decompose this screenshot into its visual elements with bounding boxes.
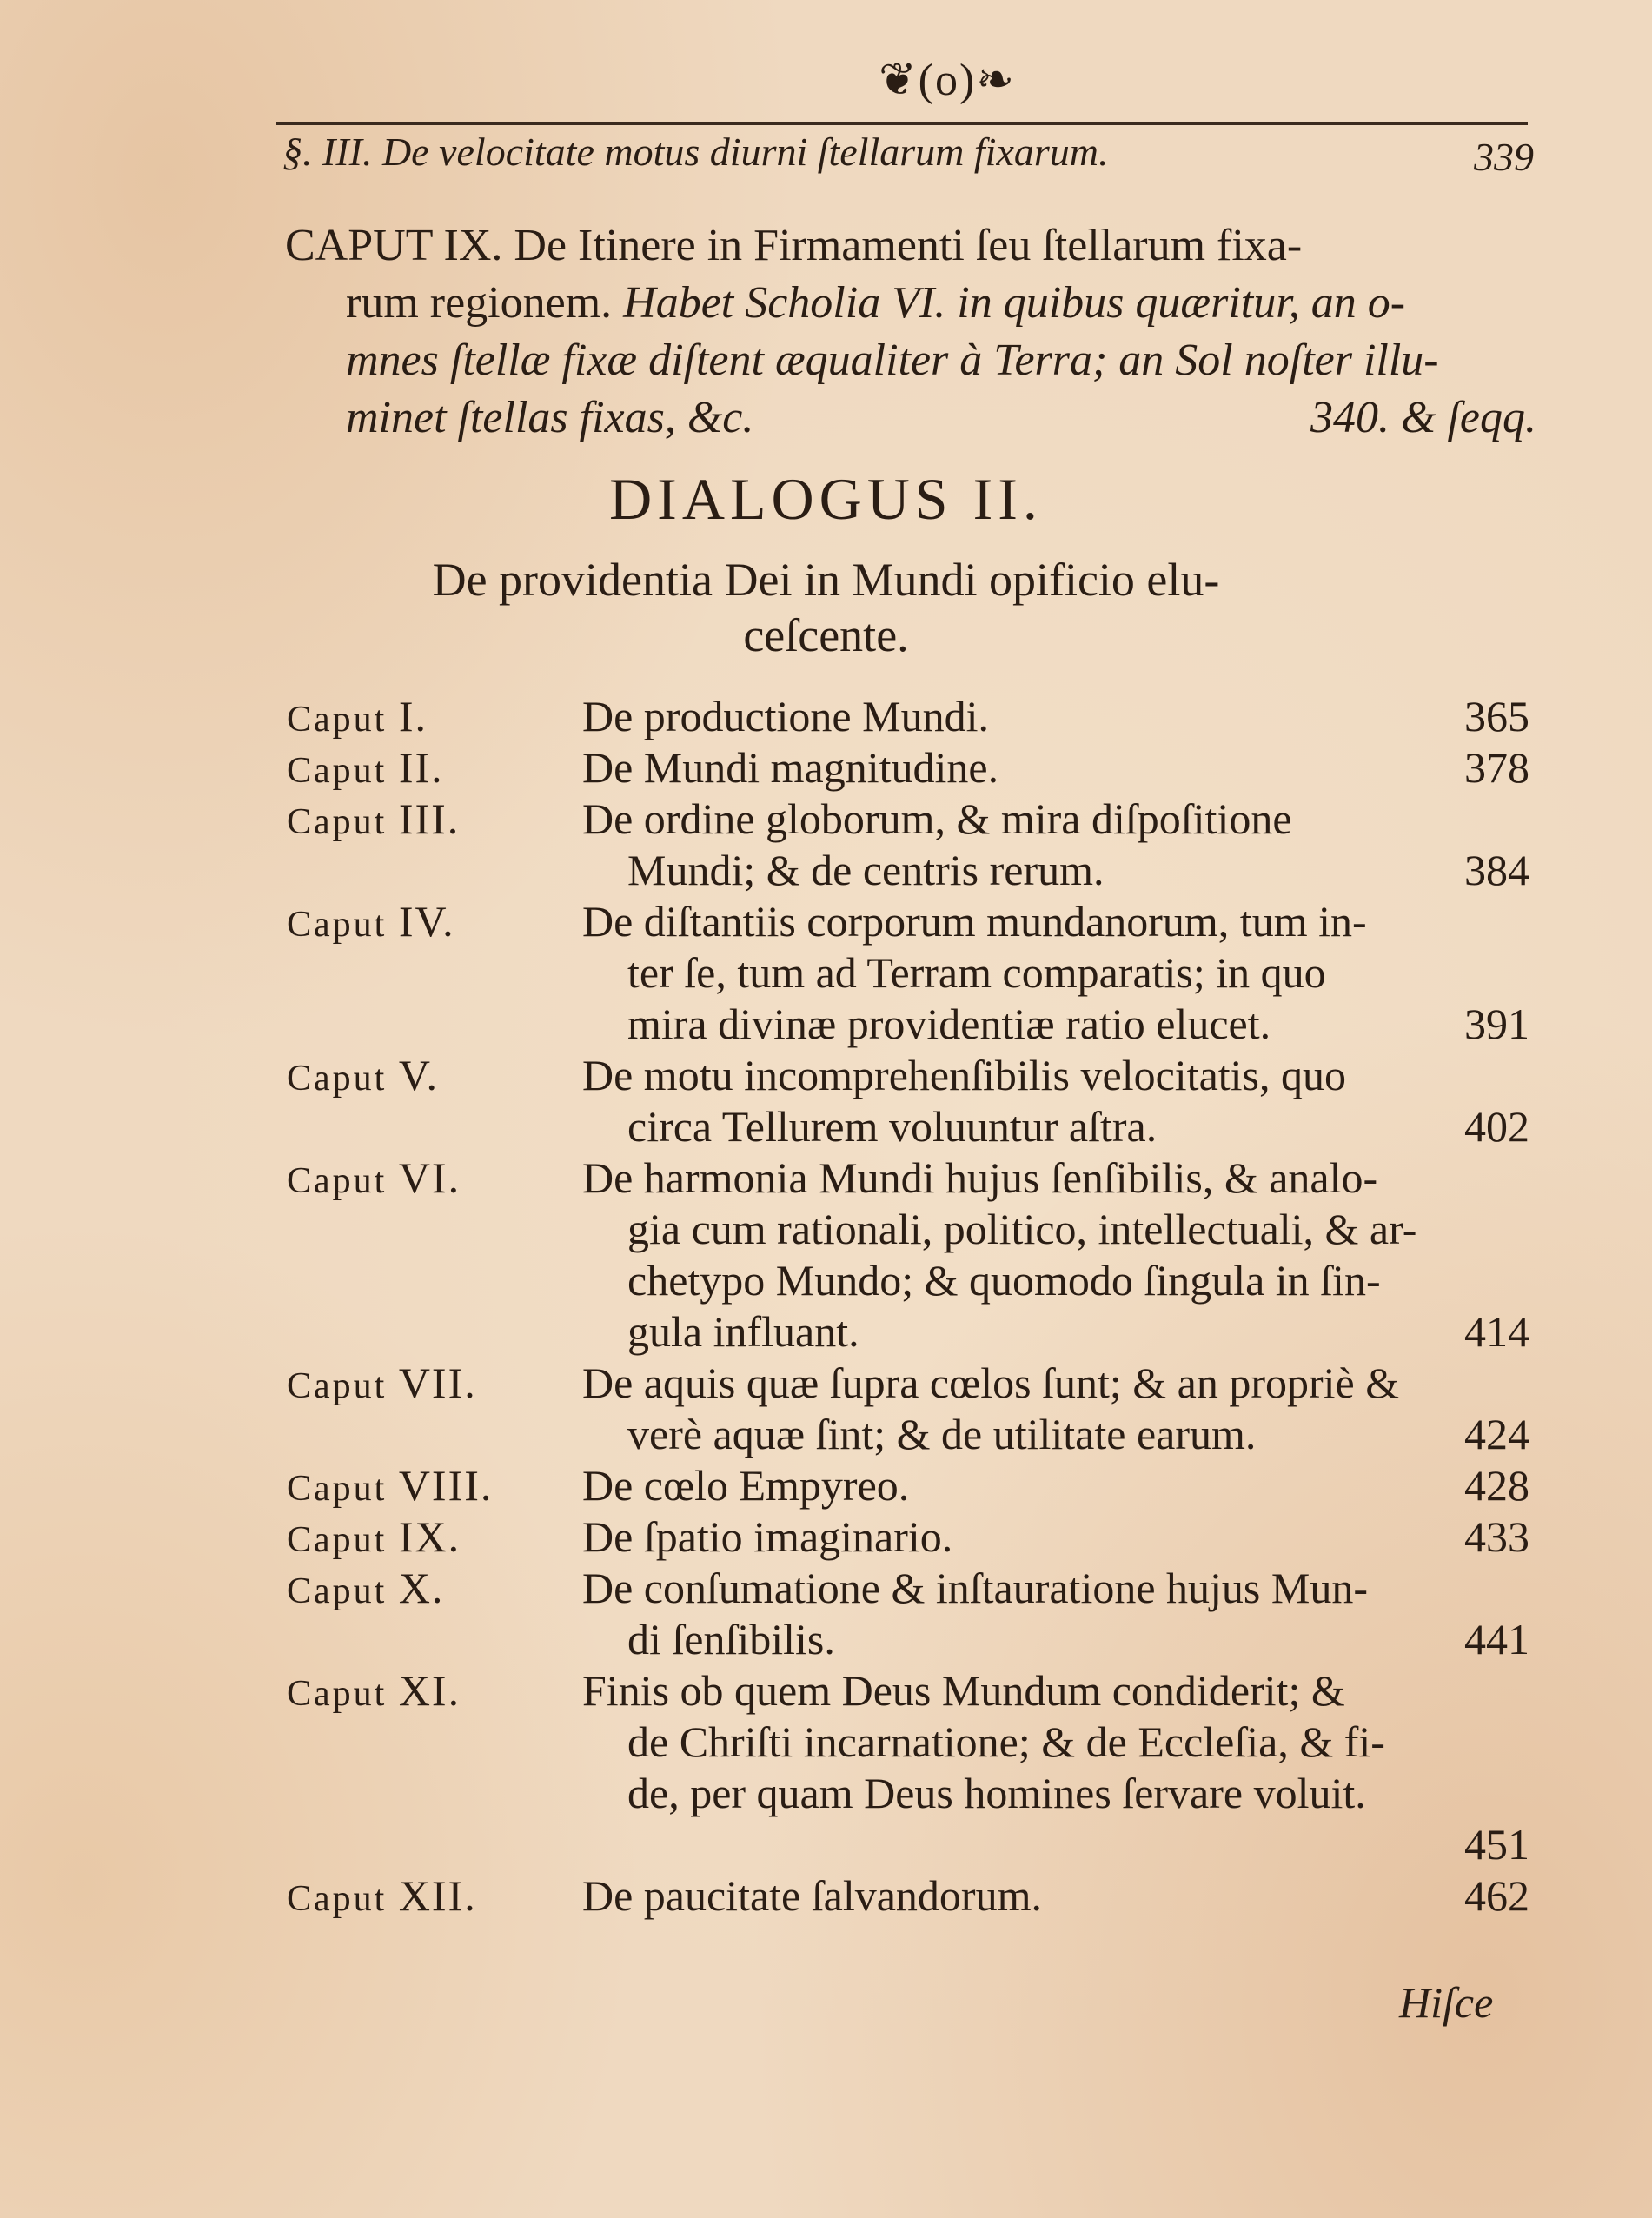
toc-line	[287, 1768, 1529, 1819]
caput-word: Caput	[287, 1674, 388, 1714]
caput-word: Caput	[287, 1366, 388, 1406]
toc-caput-label	[287, 896, 574, 951]
caput-number: VIII.	[398, 1461, 494, 1510]
toc-page-number: 378	[1464, 743, 1529, 792]
caput-number: VII.	[398, 1358, 477, 1407]
toc-caput-label	[287, 1511, 574, 1566]
caput-ix-note: minet ſtellas fixas, &c.	[346, 393, 754, 442]
toc-text: Mundi; & de centris rerum.	[627, 846, 1105, 894]
toc-text: De motu incomprehenſibilis velocitatis, quo	[582, 1051, 1347, 1099]
toc-text: circa Tellurem voluuntur aſtra.	[627, 1102, 1158, 1151]
toc-text: De ordine globorum, & mira diſpoſitione	[582, 794, 1292, 843]
toc-line	[287, 845, 1529, 896]
toc-line	[287, 999, 1529, 1050]
subtitle-line: ceſcente.	[743, 609, 909, 661]
toc-text: gia cum rationali, politico, intellectuali, & ar-	[627, 1205, 1417, 1253]
caput-ix-text: rum regionem.	[346, 278, 624, 328]
toc-entry	[287, 1460, 1529, 1511]
toc-line	[287, 794, 1529, 845]
caput-word: Caput	[287, 802, 388, 842]
caput-word: Caput	[287, 1520, 388, 1560]
toc-caput-label	[287, 1563, 574, 1617]
toc-text: mira divinæ providentiæ ratio elucet.	[627, 999, 1271, 1048]
toc-line	[287, 1306, 1529, 1358]
toc-line	[287, 1563, 1529, 1614]
caput-ix-page: 340. & ſeqq.	[1310, 393, 1536, 442]
toc-entry	[287, 1050, 1529, 1152]
toc-caput-label	[287, 691, 574, 746]
caput-ix-line	[285, 389, 1536, 447]
toc-line	[287, 1152, 1529, 1204]
ornament-left-icon: ❦	[879, 56, 919, 105]
toc-entry	[287, 1870, 1529, 1922]
toc-text: chetypo Mundo; & quomodo ſingula in ſin-	[627, 1256, 1381, 1305]
caput-word: Caput	[287, 700, 388, 740]
caput-word: Caput	[287, 1571, 388, 1611]
toc-text: De diſtantiis corporum mundanorum, tum in-	[582, 897, 1367, 946]
toc-text: De harmonia Mundi hujus ſenſibilis, & analo-	[582, 1153, 1378, 1202]
toc-text: ter ſe, tum ad Terram comparatis; in quo	[627, 948, 1326, 997]
toc-text: De productione Mundi.	[582, 692, 989, 740]
toc-entry	[287, 1152, 1529, 1358]
toc-text: de Chriſti incarnatione; & de Eccleſia, & fi-	[627, 1717, 1385, 1766]
toc-line	[287, 1614, 1529, 1665]
toc-page-number: 402	[1464, 1102, 1529, 1151]
toc-entry	[287, 1511, 1529, 1563]
caput-number: X.	[398, 1564, 445, 1612]
toc-line	[287, 1101, 1529, 1152]
toc-text: gula influant.	[627, 1307, 859, 1356]
toc-caput-label	[287, 1870, 574, 1925]
toc-line	[287, 691, 1529, 742]
toc-entry	[287, 1358, 1529, 1460]
section-subtitle	[0, 552, 1652, 663]
running-head-title: §. III. De velocitate motus diurni ſtellarum fixarum.	[282, 129, 1109, 174]
caput-number: IV.	[398, 897, 455, 946]
toc-caput-label	[287, 1460, 574, 1515]
toc-line	[287, 1717, 1529, 1768]
caput-number: IX.	[398, 1512, 461, 1561]
toc-line	[287, 1409, 1529, 1460]
toc-page-number: 365	[1464, 692, 1529, 740]
toc-line	[287, 947, 1529, 999]
caput-ix-note: Habet Scholia VI. in quibus quæritur, an o-	[623, 278, 1406, 328]
caput-word: Caput	[287, 1059, 388, 1099]
toc-page-number: 391	[1464, 999, 1529, 1048]
header-ornament	[817, 54, 1078, 106]
toc-caput-label	[287, 1358, 574, 1412]
toc-caput-label	[287, 742, 574, 797]
toc-line	[287, 1204, 1529, 1255]
toc-page-number: 384	[1464, 846, 1529, 894]
caput-number: I.	[398, 692, 428, 740]
caput-ix-line: CAPUT IX. De Itinere in Firmamenti ſeu ſtellarum fixa-	[285, 221, 1303, 270]
caput-ix-line	[285, 275, 1536, 332]
toc-text: De cœlo Empyreo.	[582, 1461, 910, 1510]
toc-page-number: 424	[1464, 1410, 1529, 1458]
catchword: Hiſce	[1399, 1978, 1494, 2027]
toc-entry	[287, 896, 1529, 1050]
toc-line	[287, 742, 1529, 794]
toc-caput-label	[287, 1050, 574, 1105]
caput-word: Caput	[287, 1879, 388, 1919]
toc-page-number: 428	[1464, 1461, 1529, 1510]
toc-line	[287, 1050, 1529, 1101]
toc-caput-label	[287, 1665, 574, 1720]
toc-caput-label	[287, 794, 574, 848]
toc-entry	[287, 1665, 1529, 1870]
toc-text: verè aquæ ſint; & de utilitate earum.	[627, 1410, 1257, 1458]
toc-entry	[287, 794, 1529, 896]
caput-number: V.	[398, 1051, 439, 1099]
toc-caput-label	[287, 1152, 574, 1207]
caput-number: II.	[398, 743, 444, 792]
toc-text: De aquis quæ ſupra cœlos ſunt; & an propriè &	[582, 1358, 1400, 1407]
page-number: 339	[1474, 135, 1534, 179]
toc-line	[287, 896, 1529, 947]
caput-word: Caput	[287, 1161, 388, 1201]
toc-page-number: 451	[1464, 1820, 1529, 1869]
toc-line	[287, 1870, 1529, 1922]
section-title: DIALOGUS II.	[609, 466, 1043, 532]
toc-page-number: 441	[1464, 1615, 1529, 1664]
toc-line	[287, 1255, 1529, 1306]
toc-text: di ſenſibilis.	[627, 1615, 835, 1664]
ornament-right-icon: ❧	[976, 56, 1016, 105]
toc-page-number: 414	[1464, 1307, 1529, 1356]
toc-text: De conſumatione & inſtauratione hujus Mun-	[582, 1564, 1368, 1612]
caput-word: Caput	[287, 905, 388, 945]
subtitle-line: De providentia Dei in Mundi opificio elu-	[432, 554, 1220, 606]
caput-word: Caput	[287, 1469, 388, 1509]
caput-number: VI.	[398, 1153, 461, 1202]
toc-text: Finis ob quem Deus Mundum condiderit; &	[582, 1666, 1345, 1715]
toc-text: de, per quam Deus homines ſervare voluit.	[627, 1769, 1366, 1817]
toc-line	[287, 1460, 1529, 1511]
toc-text: De Mundi magnitudine.	[582, 743, 999, 792]
header-rule	[276, 122, 1528, 125]
toc-entry	[287, 691, 1529, 742]
toc-line	[287, 1665, 1529, 1717]
toc-line	[287, 1819, 1529, 1870]
toc-page-number: 462	[1464, 1871, 1529, 1920]
ornament-text: (o)	[918, 56, 977, 105]
toc-line	[287, 1511, 1529, 1563]
table-of-contents	[287, 691, 1529, 1922]
toc-page-number: 433	[1464, 1512, 1529, 1561]
running-head	[282, 129, 1534, 184]
toc-entry	[287, 1563, 1529, 1665]
caput-number: XII.	[398, 1871, 477, 1920]
caput-number: XI.	[398, 1666, 461, 1715]
toc-text: De ſpatio imaginario.	[582, 1512, 953, 1561]
toc-text: De paucitate ſalvandorum.	[582, 1871, 1042, 1920]
caput-ix-line: mnes ſtellæ fixæ diſtent æqualiter à Terra; an Sol noſter illu-	[346, 335, 1439, 385]
toc-line	[287, 1358, 1529, 1409]
caput-ix-entry	[285, 217, 1536, 447]
caput-word: Caput	[287, 751, 388, 791]
toc-entry	[287, 742, 1529, 794]
caput-number: III.	[398, 794, 461, 843]
